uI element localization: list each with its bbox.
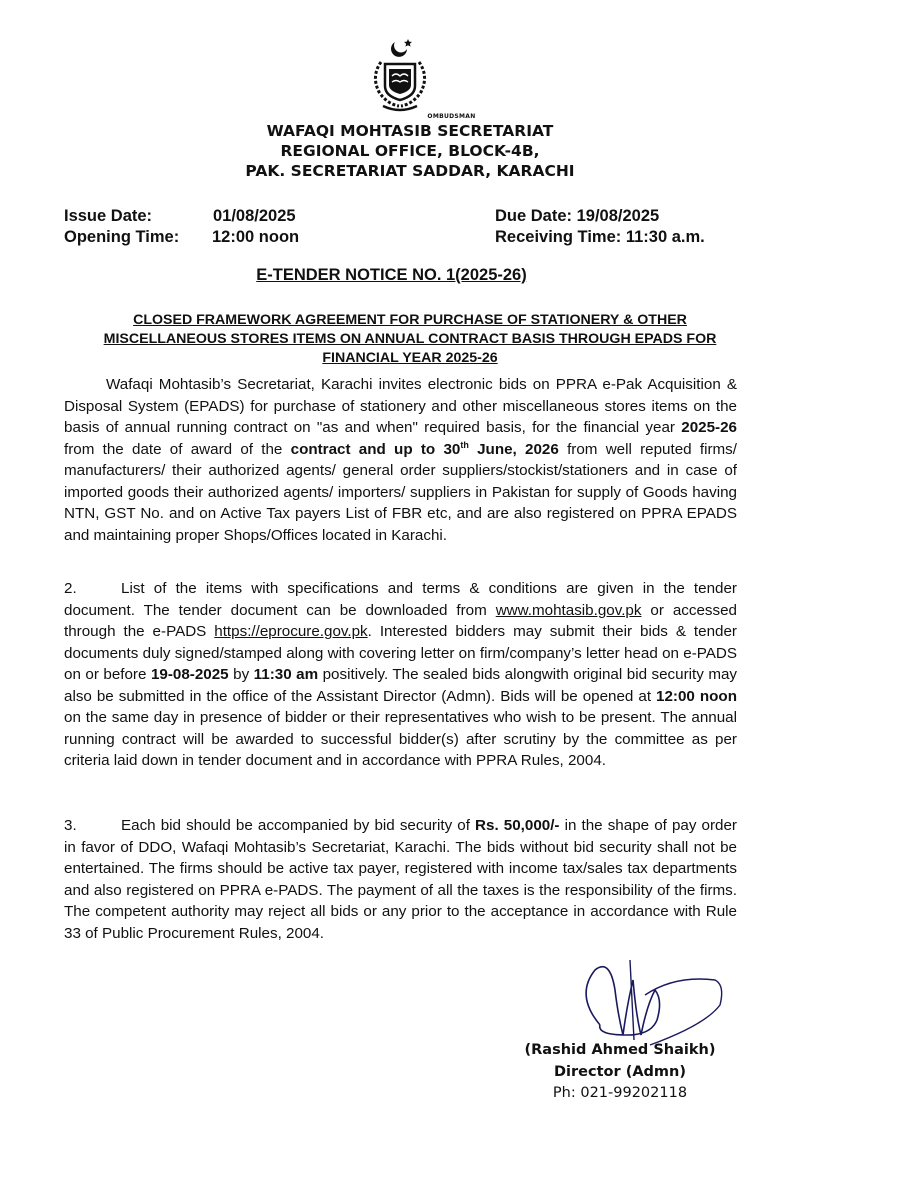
eprocure-website-link[interactable]: https://eprocure.gov.pk (214, 623, 368, 640)
paragraph-number: 2. (64, 580, 77, 597)
due-date (495, 206, 659, 227)
issue-date-label: Issue Date: (64, 207, 153, 225)
opening-time-value: 12:00 noon (212, 228, 300, 246)
paragraph-2-text: positively. The sealed bids alongwith original bid security may also be submitted in the office of the Assistant Director (Admn). Bids will be opened at (64, 666, 738, 705)
paragraph-2-text: List of the items with specifications and terms & conditions are given in the tender document. The tender document can be downloaded from (64, 580, 737, 619)
receiving-time-value: 11:30 a.m. (625, 228, 705, 246)
paragraph-2-text: on the same day in presence of bidder or their representatives who wish to be present. The annual running contract will be awarded to successful bidder(s) after scrutiny by the committee as per criteria laid down in tender document and in accordance with PPRA Rules, 2004. (64, 709, 737, 769)
paragraph-3-text: Each bid should be accompanied by bid security of (121, 817, 476, 834)
signatory-name: (Rashid Ahmed Shaikh) (524, 1042, 716, 1058)
mohtasib-website-link[interactable]: www.mohtasib.gov.pk (495, 601, 642, 619)
paragraph-2-text: . Interested bidders may submit their bids & tender documents duly signed/stamped along with covering letter on firm/company’s letter head on e-PADS on or before (64, 623, 737, 683)
org-office: REGIONAL OFFICE, BLOCK-4B, (280, 142, 540, 160)
receiving-time (495, 227, 705, 248)
bid-security-amount: Rs. 50,000/- (475, 817, 560, 834)
emblem-caption: OMBUDSMAN (427, 113, 476, 120)
opening-time-label: Opening Time: (64, 228, 180, 246)
notice-title: E-TENDER NOTICE NO. 1(2025-26) (256, 266, 527, 284)
paragraph-2 (64, 578, 737, 772)
paragraph-1-text: from well reputed firms/ manufacturers/ their authorized agents/ general order suppliers/stockist/stationers and in case of imported goods their authorized agents/ importers/ suppliers in Pakistan for supply of Goods having NTN, GST No. and on Active Tax payers List of FBR etc, and are also registered on PPRA EPADS and maintaining proper Shops/Offices located in Karachi. (64, 440, 737, 544)
receiving-time-label: Receiving Time: (495, 228, 622, 246)
signatory-designation: Director (Admn) (554, 1064, 686, 1080)
due-date-value: 19/08/2025 (576, 207, 660, 225)
paragraph-3-text: in the shape of pay order in favor of DDO, Wafaqi Mohtasib’s Secretariat, Karachi. The bids without bid security shall not be entertained. The firms should be active tax payer, registered with income tax/sales tax departments and also registered on PPRA e-PADS. The payment of all the taxes is the responsibility of the firms. The competent authority may reject all bids or any prior to the acceptance in accordance with Rule 33 of Public Procurement Rules, 2004. (64, 817, 737, 942)
issue-date-value: 01/08/2025 (213, 207, 296, 225)
paragraph-2-text: by (228, 666, 254, 683)
financial-year: 2025-26 (681, 419, 737, 436)
org-address: PAK. SECRETARIAT SADDAR, KARACHI (245, 162, 575, 180)
paragraph-2-text: or accessed through the e-PADS (64, 601, 738, 640)
opening-time: 12:00 noon (656, 687, 737, 705)
state-emblem-icon (355, 36, 445, 116)
paragraph-1-text: from the date of award of the (64, 440, 291, 458)
submission-time: 11:30 am (253, 666, 319, 683)
org-name: WAFAQI MOHTASIB SECRETARIAT (266, 122, 554, 140)
submission-date: 19-08-2025 (150, 666, 229, 683)
ordinal-suffix: th (460, 439, 469, 450)
paragraph-3 (64, 815, 737, 944)
contract-period: contract and up to 30 (290, 440, 461, 458)
paragraph-1 (64, 374, 737, 546)
signatory-phone: Ph: 021-99202118 (552, 1085, 688, 1101)
contract-end-date: June, 2026 (468, 440, 559, 458)
notice-subject: CLOSED FRAMEWORK AGREEMENT FOR PURCHASE OF STATIONERY & OTHER MISCELLANEOUS STORES ITEMS ON ANNUAL CONTRACT BASIS THROUGH EPADS FOR FINANCIAL YEAR 2025-26 (103, 312, 717, 366)
paragraph-1-text: Wafaqi Mohtasib’s Secretariat, Karachi invites electronic bids on PPRA e-Pak Acquisition & Disposal System (EPADS) for purchase of stationery and other miscellaneous stores items on the basis of annual running contract on "as and when" required basis, for the financial year (64, 376, 737, 436)
paragraph-number: 3. (64, 817, 77, 834)
due-date-label: Due Date: (495, 207, 573, 225)
